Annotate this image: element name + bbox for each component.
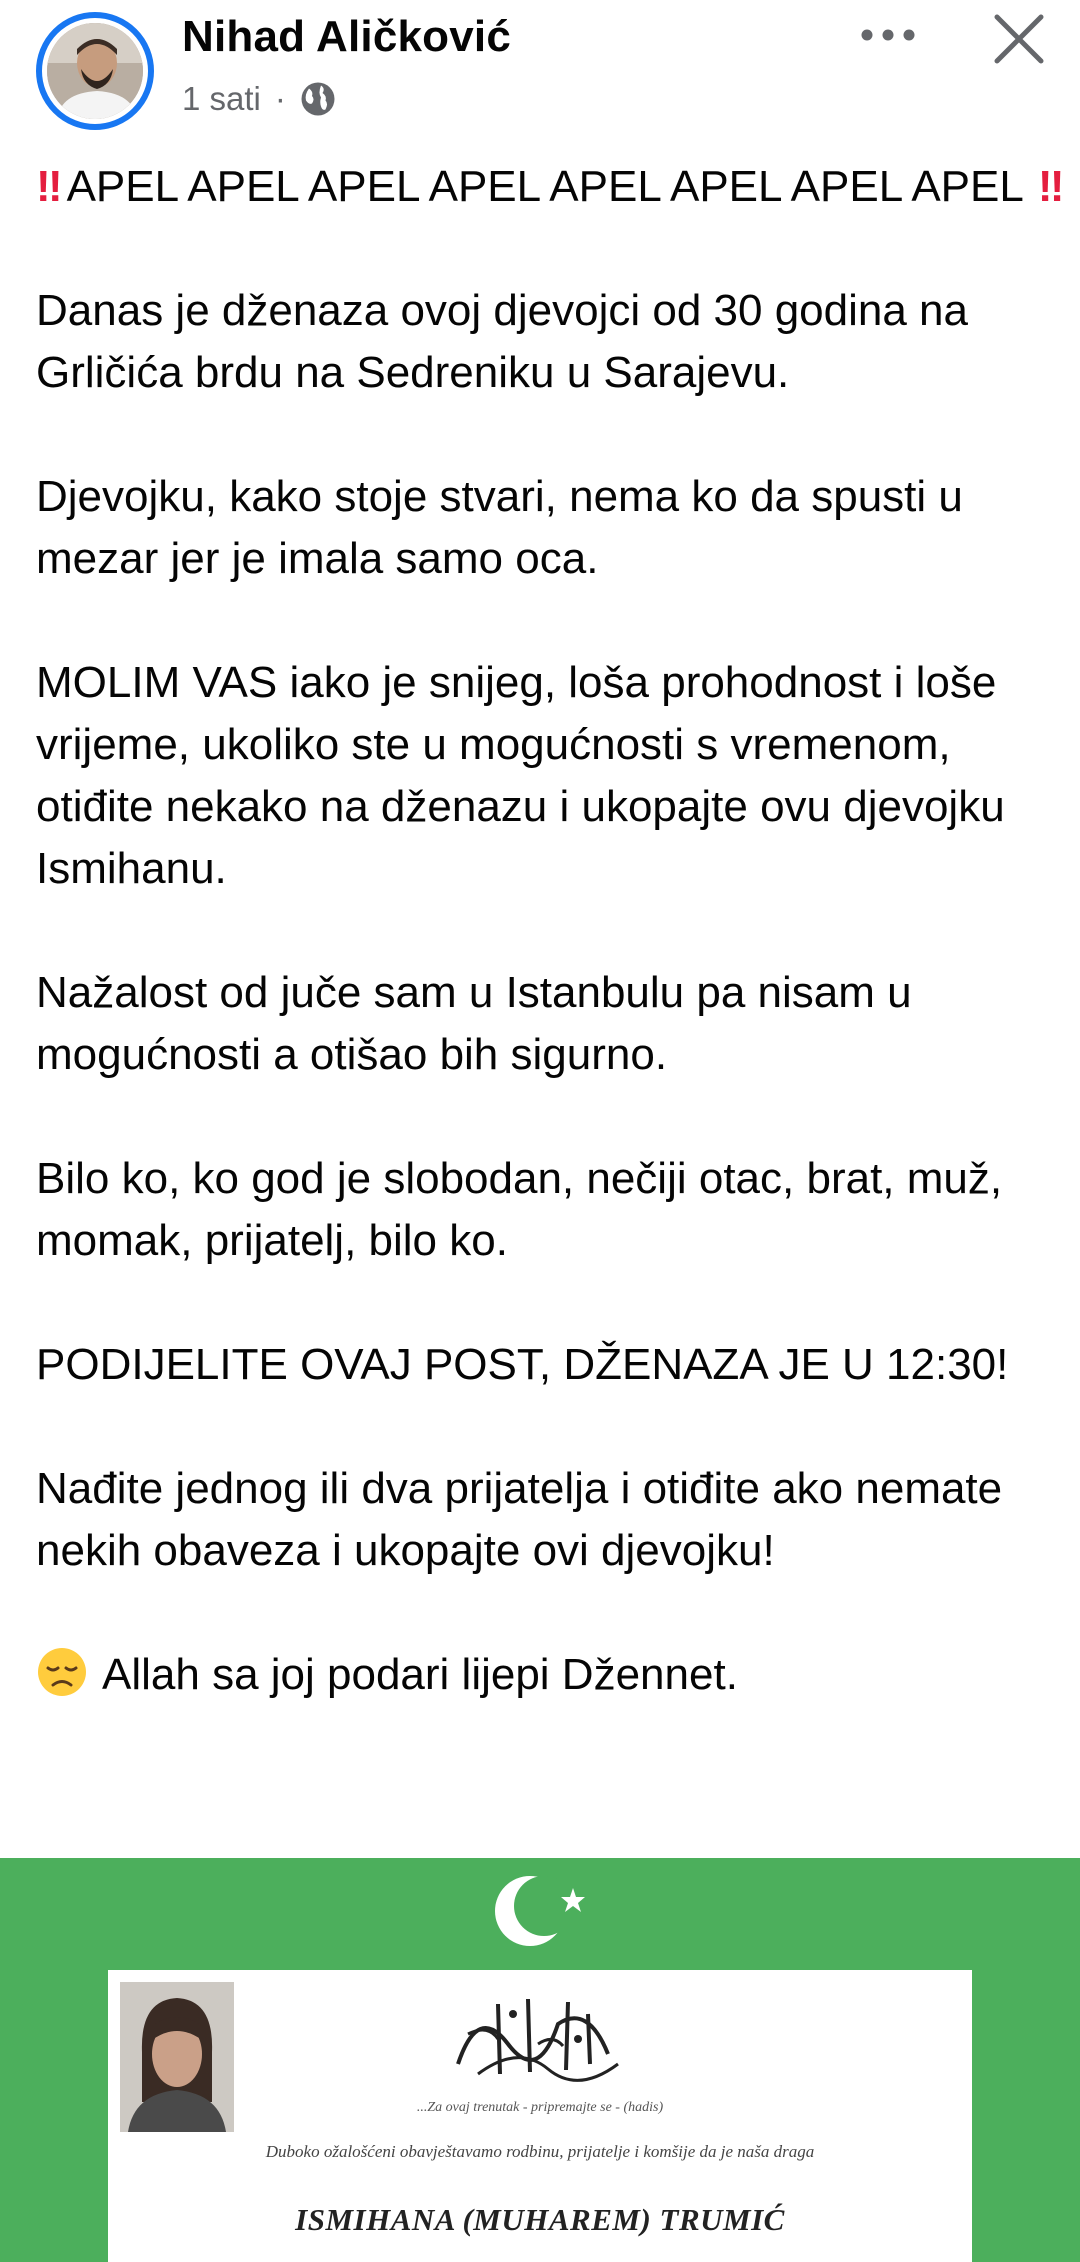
calligraphy-emblem (438, 1984, 638, 2094)
hadith-tagline: ...Za ovaj trenutak - pripremajte se - (hadis) (416, 2100, 664, 2115)
close-button[interactable] (986, 6, 1052, 72)
post-text (36, 156, 1060, 1706)
post-header (0, 0, 1080, 150)
more-options-button[interactable] (856, 10, 920, 60)
deceased-name: ISMIHANA (MUHAREM) TRUMIĆ (295, 2202, 785, 2237)
paragraph-friends: Nađite jednog ili dva prijatelja i otiđite ako nemate nekih obaveza i ukopajte ovi djevojku! (36, 1464, 1003, 1575)
post-time[interactable]: 1 sati (182, 80, 261, 117)
paragraph-istanbul: Nažalost od juče sam u Istanbulu pa nisam u mogućnosti a otišao bih sigurno. (36, 968, 912, 1079)
notice-text: Duboko ožalošćeni obavještavamo rodbinu, prijatelje i komšije da je naša draga (265, 2142, 815, 2161)
disappointed-face-emoji (36, 1646, 88, 1698)
post-meta (182, 80, 336, 118)
more-horizontal-icon (860, 28, 916, 42)
paragraph-funeral-today: Danas je dženaza ovoj djevojci od 30 godina na Grličića brdu na Sedreniku u Sarajevu. (36, 286, 968, 397)
paragraph-please: MOLIM VAS iako je snijeg, loša prohodnost i loše vrijeme, ukoliko ste u mogućnosti s vremenom, otiđite nekako na dženazu i ukopajte ovu djevojku Ismihanu. (36, 658, 1005, 893)
author-name[interactable]: Nihad Aličković (182, 12, 512, 61)
double-exclamation-emoji: ‼ (36, 162, 53, 211)
obituary-notice (108, 1970, 972, 2262)
meta-separator: · (274, 80, 286, 117)
appeal-text: APEL APEL APEL APEL APEL APEL APEL APEL (66, 162, 1024, 211)
paragraph-anyone: Bilo ko, ko god je slobodan, nečiji otac, brat, muž, momak, prijatelj, bilo ko. (36, 1154, 1003, 1265)
closing-text: Allah sa joj podari lijepi Džennet. (102, 1650, 738, 1699)
post-photo[interactable] (0, 1858, 1080, 2262)
paragraph-only-father: Djevojku, kako stoje stvari, nema ko da spusti u mezar jer je imala samo oca. (36, 472, 963, 583)
closing-line (36, 1644, 1060, 1706)
paragraph-share: PODIJELITE OVAJ POST, DŽENAZA JE U 12:30! (36, 1340, 1009, 1389)
double-exclamation-emoji: ‼ (1037, 162, 1055, 211)
globe-icon[interactable] (300, 81, 336, 117)
avatar[interactable] (36, 12, 154, 130)
appeal-line (36, 156, 1060, 218)
avatar-photo (47, 23, 143, 119)
crescent-star-icon (490, 1866, 590, 1956)
close-icon (993, 13, 1045, 65)
